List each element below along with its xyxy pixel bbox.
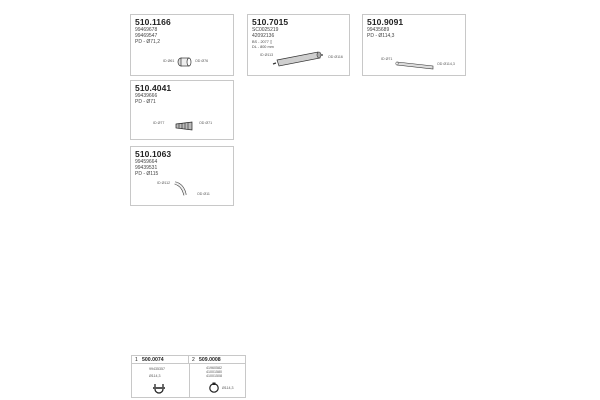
accessory-ref: 41960582 bbox=[206, 366, 222, 370]
band-clamp-icon bbox=[208, 382, 220, 394]
part-number: 510.1166 bbox=[135, 17, 171, 27]
part-ref: SC0025219 bbox=[252, 27, 279, 33]
part-ref: 99469547 bbox=[135, 33, 158, 39]
dim-label: OD Ø116 bbox=[328, 55, 343, 59]
dim-label: ID Ø77 bbox=[153, 121, 165, 125]
dim-label: OD Ø11 bbox=[197, 192, 210, 196]
part-panel-510-4041[interactable] bbox=[130, 80, 234, 140]
accessory-part-number[interactable]: 509.0008 bbox=[199, 357, 221, 363]
accessory-ref: 99435357 bbox=[149, 367, 165, 371]
part-panel-510-9091[interactable] bbox=[362, 14, 466, 76]
muffler-icon bbox=[272, 48, 324, 70]
bent-pipe-icon bbox=[173, 181, 191, 199]
accessory-header-1 bbox=[132, 356, 189, 364]
accessory-part-number[interactable]: 500.0074 bbox=[142, 357, 164, 363]
dim-label: OD Ø114,3 bbox=[437, 62, 455, 66]
part-ref: PD - Ø115 bbox=[135, 171, 159, 177]
part-ref: PD - Ø71 bbox=[135, 99, 156, 105]
accessory-ref: 41001580 bbox=[206, 370, 222, 374]
part-ref: 99439531 bbox=[135, 165, 158, 171]
accessory-ref: 41001508 bbox=[206, 374, 222, 378]
part-panel-510-7015[interactable] bbox=[247, 14, 350, 76]
part-ref: 99469678 bbox=[135, 27, 158, 33]
dim-label: OD Ø71 bbox=[199, 121, 213, 125]
straight-pipe-icon bbox=[395, 59, 435, 71]
accessory-dim: Ø114,3 bbox=[222, 386, 234, 390]
u-bolt-clamp-icon bbox=[152, 382, 166, 394]
accessory-ref: Ø114,3 bbox=[149, 374, 161, 378]
part-ref: PD - Ø114,3 bbox=[367, 33, 395, 39]
accessory-index: 1 bbox=[135, 357, 138, 363]
part-ref: 99459664 bbox=[135, 159, 158, 165]
part-ref: 99439666 bbox=[135, 93, 158, 99]
flex-pipe-icon bbox=[175, 121, 193, 131]
part-ref: 99435689 bbox=[367, 27, 390, 33]
part-ref: PD - Ø71,2 bbox=[135, 39, 161, 45]
part-number: 510.4041 bbox=[135, 83, 172, 93]
accessory-divider bbox=[189, 364, 190, 397]
part-ref: DL - 800 mm bbox=[252, 44, 274, 49]
dim-label: OD Ø76 bbox=[195, 59, 209, 63]
part-panel-510-1166[interactable] bbox=[130, 14, 234, 76]
part-panel-510-1063[interactable] bbox=[130, 146, 234, 206]
accessory-header-2 bbox=[189, 356, 245, 364]
accessory-index: 2 bbox=[192, 357, 195, 363]
part-number: 510.7015 bbox=[252, 17, 289, 27]
part-ref: 42092136 bbox=[252, 33, 275, 39]
accessories-table bbox=[131, 355, 246, 398]
dim-label: ID Ø112 bbox=[157, 181, 171, 185]
dim-label: ID Ø113 bbox=[260, 53, 274, 57]
dim-label: ID Ø71 bbox=[381, 57, 393, 61]
part-ref: BS - 2077 ▯ bbox=[252, 40, 273, 44]
part-number: 510.9091 bbox=[367, 17, 404, 27]
dim-label: ID Ø61 bbox=[163, 59, 175, 63]
part-number: 510.1063 bbox=[135, 149, 172, 159]
exhaust-clamp-icon bbox=[177, 57, 191, 67]
